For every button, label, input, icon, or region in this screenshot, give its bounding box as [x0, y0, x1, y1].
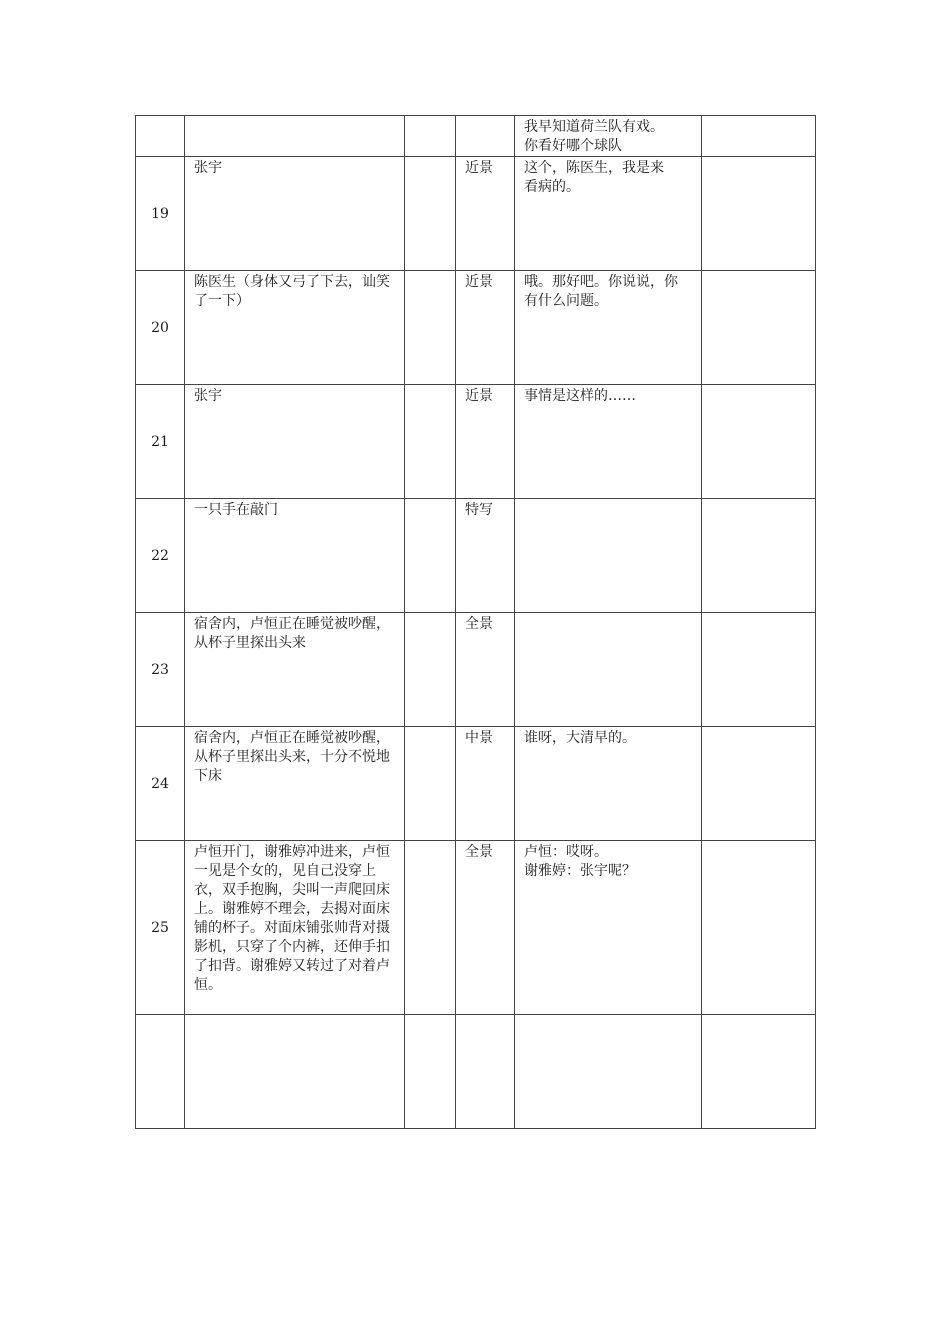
camera-technique	[405, 157, 456, 271]
note-cell	[702, 385, 816, 499]
scene-content	[185, 1015, 405, 1129]
camera-technique	[405, 385, 456, 499]
dialogue-cell	[515, 727, 702, 841]
scene-content: 宿舍内，卢恒正在睡觉被吵醒，从杯子里探出头来，十分不悦地下床	[185, 727, 405, 841]
dialogue-line: 事情是这样的……	[524, 388, 636, 404]
dialogue-line: 哦。那好吧。你说说，你	[524, 274, 678, 290]
table-row	[136, 385, 816, 499]
camera-technique	[405, 271, 456, 385]
note-cell	[702, 727, 816, 841]
scene-content: 张宇	[185, 385, 405, 499]
table-row	[136, 271, 816, 385]
shot-number: 20	[136, 271, 185, 385]
note-cell	[702, 499, 816, 613]
shot-size: 特写	[456, 499, 515, 613]
shot-number: 23	[136, 613, 185, 727]
note-cell	[702, 841, 816, 1015]
shot-size: 近景	[456, 385, 515, 499]
scene-content	[185, 116, 405, 157]
dialogue-cell	[515, 613, 702, 727]
table-row	[136, 499, 816, 613]
camera-technique	[405, 613, 456, 727]
shot-size	[456, 1015, 515, 1129]
table-row	[136, 116, 816, 157]
shot-number: 24	[136, 727, 185, 841]
table-row	[136, 727, 816, 841]
shot-number: 19	[136, 157, 185, 271]
dialogue-line: 卢恒：哎呀。	[524, 844, 608, 860]
note-cell	[702, 157, 816, 271]
shot-size: 全景	[456, 613, 515, 727]
camera-technique	[405, 116, 456, 157]
shot-number: 25	[136, 841, 185, 1015]
shot-number: 22	[136, 499, 185, 613]
dialogue-line: 谢雅婷：张宇呢？	[524, 863, 636, 879]
shot-size	[456, 116, 515, 157]
dialogue-cell	[515, 271, 702, 385]
shot-size: 全景	[456, 841, 515, 1015]
dialogue-cell	[515, 499, 702, 613]
note-cell	[702, 613, 816, 727]
dialogue-line: 有什么问题。	[524, 293, 608, 309]
storyboard-table	[135, 115, 816, 1129]
dialogue-line: 这个，陈医生，我是来	[524, 160, 664, 176]
shot-number	[136, 116, 185, 157]
dialogue-cell	[515, 1015, 702, 1129]
dialogue-cell	[515, 385, 702, 499]
dialogue-cell	[515, 841, 702, 1015]
table-row	[136, 157, 816, 271]
dialogue-cell	[515, 116, 702, 157]
scene-content: 宿舍内，卢恒正在睡觉被吵醒，从杯子里探出头来	[185, 613, 405, 727]
shot-size: 中景	[456, 727, 515, 841]
dialogue-line: 我早知道荷兰队有戏。	[524, 119, 664, 135]
dialogue-line: 你看好哪个球队	[524, 138, 622, 154]
camera-technique	[405, 1015, 456, 1129]
note-cell	[702, 271, 816, 385]
shot-number: 21	[136, 385, 185, 499]
scene-content: 一只手在敲门	[185, 499, 405, 613]
camera-technique	[405, 841, 456, 1015]
table-row	[136, 1015, 816, 1129]
dialogue-line: 看病的。	[524, 179, 580, 195]
shot-size: 近景	[456, 157, 515, 271]
note-cell	[702, 116, 816, 157]
shot-size: 近景	[456, 271, 515, 385]
camera-technique	[405, 727, 456, 841]
scene-content: 张宇	[185, 157, 405, 271]
table-row	[136, 613, 816, 727]
note-cell	[702, 1015, 816, 1129]
scene-content: 卢恒开门，谢雅婷冲进来，卢恒一见是个女的，见自己没穿上衣，双手抱胸，尖叫一声爬回床上。谢雅婷不理会，去揭对面床铺的杯子。对面床铺张帅背对摄影机，只穿了个内裤，还伸手扣了扣背。谢雅婷又转过了对着卢恒。	[185, 841, 405, 1015]
shot-number	[136, 1015, 185, 1129]
camera-technique	[405, 499, 456, 613]
table-row	[136, 841, 816, 1015]
dialogue-cell	[515, 157, 702, 271]
scene-content: 陈医生（身体又弓了下去，讪笑了一下）	[185, 271, 405, 385]
dialogue-line: 谁呀，大清早的。	[524, 730, 636, 746]
